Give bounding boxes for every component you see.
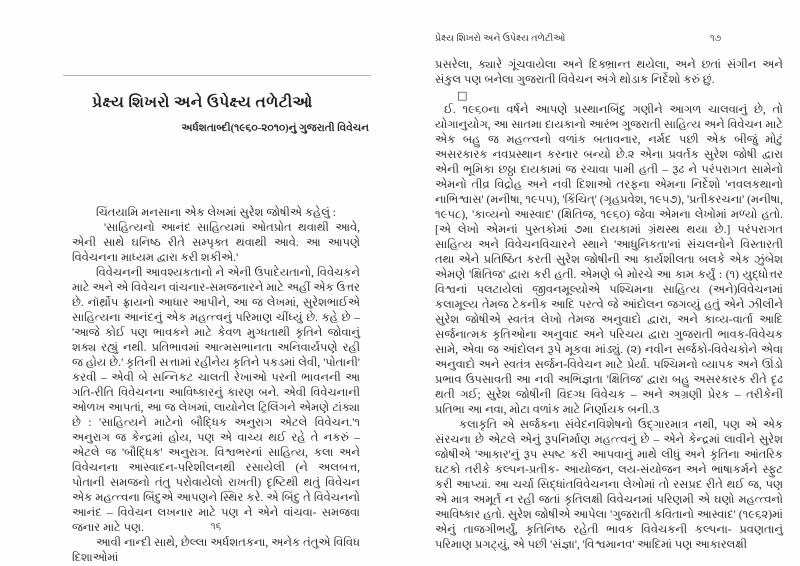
paragraph: કલાકૃતિ એ સર્જકના સંવેદનવિશેષનો ઉદ્ગારમાત્ર નથી, પણ એ એક સંરચના છે એટલે એનું રૂપનિર્માણ મહત્ત્વનું છે – એને કેન્દ્રમાં લાવીને સુરેશ જોષીએ 'આકાર'નું રૂપ સ્પષ્ટ કરી આપવાનું માથે લીધું અને કૃતિના આંતરિક ઘટકો તરીકે કલ્પન-પ્રતીક- આયોજન, લય-સંયોજન અને ભાષાકર્મને સ્ફુટ કરી આપ્યાં. આ ચર્ચા સિદ્ધાંતવિવેચનના લેખોમાં તો રસપ્રદ રીતે થઈ જ, પણ એ માત્ર અમૂર્ત ન રહી જતાં કૃતિલક્ષી વિવેચનમાં પરિણમી એ ઘણો મહત્ત્વનો આવિષ્કાર હતો. સુરેશ જોષીએ આપેલા 'ગુજરાતી કવિતાનો આસ્વાદ' (૧૯૬૨)માં એનું તાજગીભર્યું, કૃતિનિષ્ઠ રહેતી ભાવક વિવેચકની કલ્પના- પ્રવણતાનું પરિમાણ પ્રગટ્યું, એ પછી 'સંજ્ઞા', 'વિશ્વમાનવ' આદિમાં પણ આકારલક્ષી (435, 419, 783, 551)
running-head-title: પ્રેક્ષ્ય શિખરો અને ઉપેક્ષ્ય તળેટીઓ (435, 34, 566, 44)
left-page-body (72, 206, 360, 566)
paragraph: 'સાહિત્યનો આનંદ સાહિત્યમાં ઓતપ્રોત થવાથી આવે, એની સાથે ઘનિષ્ઠ રીતે સમ્પૃક્ત થવાથી આવે. આ આપણે વિવેચનના માધ્યમ દ્વારા કરી શકીએ.' (72, 222, 360, 264)
section-divider (435, 88, 783, 103)
left-page-number: ૧૬ (210, 521, 222, 532)
chapter-subtitle: અર્ધશતાબ્દી(૧૯૬૦-૨૦૧૦)નું ગુજરાતી વિવેચન (181, 123, 369, 134)
paragraph: ઈ. ૧૯૬૦ના વર્ષને આપણે પ્રસ્થાનબિંદુ ગણીને આગળ ચાલવાનું છે, તો યોગાનુયોગ, આ સાતમા દાયકાનો આરંભ ગુજરાતી સાહિત્ય અને વિવેચન માટે એક બહુ જ મહત્ત્વનો વળાંક બતાવનાર, નર્મદ પછી એક બીજું મોટું અસરકારક નવપ્રસ્થાન કરનાર બન્યો છે.૨ એના પ્રવર્તક સુરેશ જોષી દ્વારા એની ભૂમિકા છઠ્ઠા દાયકામાં જ રચાવા પામી હતી – રૂઢ ને પરંપરાગત સામેનો એમનો તીવ્ર વિદ્રોહ અને નવી દિશાઓ તરફના એમના નિર્દેશો 'નવલકથાનો નાભિશ્વાસ' (મનીષા, ૧૯૫૫), 'કિંચિત્' (ગૃહપ્રવેશ, ૧૯૫૭), 'પ્રતીકરચના' (મનીષા, ૧૯૫૮), 'કાવ્યનો આસ્વાદ' (ક્ષિતિજ, ૧૯૬૦) જેવા એમના લેખોમાં મળ્યો હતો. [એ લેખો એમનાં પુસ્તકોમાં ૭મા દાયકામાં ગ્રંથસ્થ થયા છે.] પરંપરાગત સાહિત્ય અને વિવેચનવિચારને સ્થાને 'આધુનિકતા'નાં સંચલનોને વિસ્તારતી તથા એને પ્રતિષ્ઠિત કરતી સુરેશ જોષીની આ કાર્યશીલતા બલકે એક ઝુંબેશ એમણે 'ક્ષિતિજ' દ્વારા કરી હતી. એમણે બે મોરચે આ કામ કર્યું : (૧) યુદ્ધોત્તર વિશ્વનાં પલટાયેલાં જીવનમૂલ્યોએ પશ્ચિમના સાહિત્ય (અને)વિવેચનમાં કલામૂલ્ય તેમજ ટેકનીક આદિ પરત્વે જે આંદોલન જગવ્યું હતું એને ઝીલીને સુરેશ જોષીએ સ્વતંત્ર લેખો તેમજ અનુવાદો દ્વારા, અને કાવ્ય-વાર્તા આદિ સર્જનાત્મક કૃતિઓના અનુવાદ અને પરિચય દ્વારા ગુજરાતી ભાવક-વિવેચક સામે, એવા જ આંદોલન રૂપે મૂકવા માંડ્યું. (૨) નવીન સર્જકો-વિવેચકોને એવા અનુવાદો અને સ્વતંત્ર સર્જન-વિવેચન માટે પ્રેર્યા. પશ્ચિમનો વ્યાપક અને ઊંડો પ્રભાવ ઉપસાવતી આ નવી અભિજ્ઞતા 'ક્ષિતિજ' દ્વારા બહુ અસરકારક રીતે દૃઢ થતી ગઈ; સુરેશ જોષીની વિદગ્ધ વિવેચક – અને અગ્રણી પ્રેરક – તરીકેની પ્રતિભા આ નવા, મોટા વળાંક માટે નિર્ણાયક બની.૩ (435, 104, 783, 416)
right-page-main (435, 103, 783, 553)
chapter-title: પ્રેક્ષ્ય શિખરો અને ઉપેક્ષ્ય તળેટીઓ (92, 94, 313, 111)
right-page-intro (435, 58, 783, 88)
left-page (72, 0, 369, 566)
running-head (435, 33, 783, 44)
paragraph: વિવેચનની આવશ્યકતાનો ને એની ઉપાદેયતાનો, વિવેચકને માટે અને એ વિવેચન વાંચનાર-સમજનારને માટે અહીં એક ઉત્તર છે. નૉર્થ્રોપ ફ્રાયનો આધાર આપીને, આ જ લેખમાં, સુરેશભાઈએ સાહિત્યના આનંદનું એક મહત્ત્વનું પરિમાણ ચીંધ્યું છે. કહે છે – 'આજે કોઈ પણ ભાવકને માટે કેવળ મુગ્ધતાથી કૃતિને જોવાનું શક્ય રહ્યું નથી. પ્રતિભાવમાં આત્મસભાનતા અનિવાર્યપણે રહી જ હોય છે.' કૃતિની સત્તામાં રહીનેય કૃતિને પકડમાં લેવી, 'પોતાની' કરવી – એવી બે સન્નિકટ ચાલતી રેખાઓ પરની ભાવનની આ ગતિ-રીતિ વિવેચનના આવિષ્કારનું કારણ બને. એવી વિવેચનાની ઓળખ આપતાં, આ જ લેખમાં, લાયોનેલ ટ્રિલિંગને એમણે ટાંક્યા છે : 'સાહિત્યને માટેનો બૌદ્ધિક અનુરાગ એટલે વિવેચન.'૧ અનુરાગ જ કેન્દ્રમાં હોય, પણ એ વાચ્ય થઈ રહે તે નકરું – એટલે જ 'બૌદ્ધિક' અનુરાગ. વિશ્વભરનાં સાહિત્ય, કલા અને વિવેચનના આસ્વાદન-પરિશીલનથી રસાયેલી (ને અલબત્ત, પોતાની સમજનો તંતુ પરોવાયેલો રાખતી) દૃષ્ટિથી થતું વિવેચન એક મહત્ત્વના બિંદુએ આપણને સ્થિર કરે. એ બિંદુ તે વિવેચનનો આનંદ – વિવેચન લખનાર માટે પણ ને એને વાંચવા- સમજવા જનાર માટે પણ. (72, 267, 360, 534)
right-page-number: ૧૭ (710, 34, 722, 44)
paragraph: ચિંતયામિ મનસાના એક લેખમાં સુરેશ જોષીએ કહેલું : (96, 207, 336, 219)
paragraph: આવી નાન્દી સાથે, છેલ્લા અર્ધશતકના, અનેક તંતુએ વિવિધ દિશાઓમાં (72, 537, 360, 564)
right-page (435, 0, 783, 566)
paragraph: પ્રસરેલા, ક્યારે ગૂંચવાયેલા અને દિક્ભ્રાન્ત થયેલા, અને છતાં સંગીન અને સંકુલ પણ બનેલા ગુજરાતી વિવેચન અંગે થોડાક નિર્દેશો કરું છું. (435, 59, 783, 86)
section-divider-square-icon: □ (457, 89, 468, 102)
right-page-body (435, 58, 783, 553)
chapter-title-rule (63, 75, 371, 76)
